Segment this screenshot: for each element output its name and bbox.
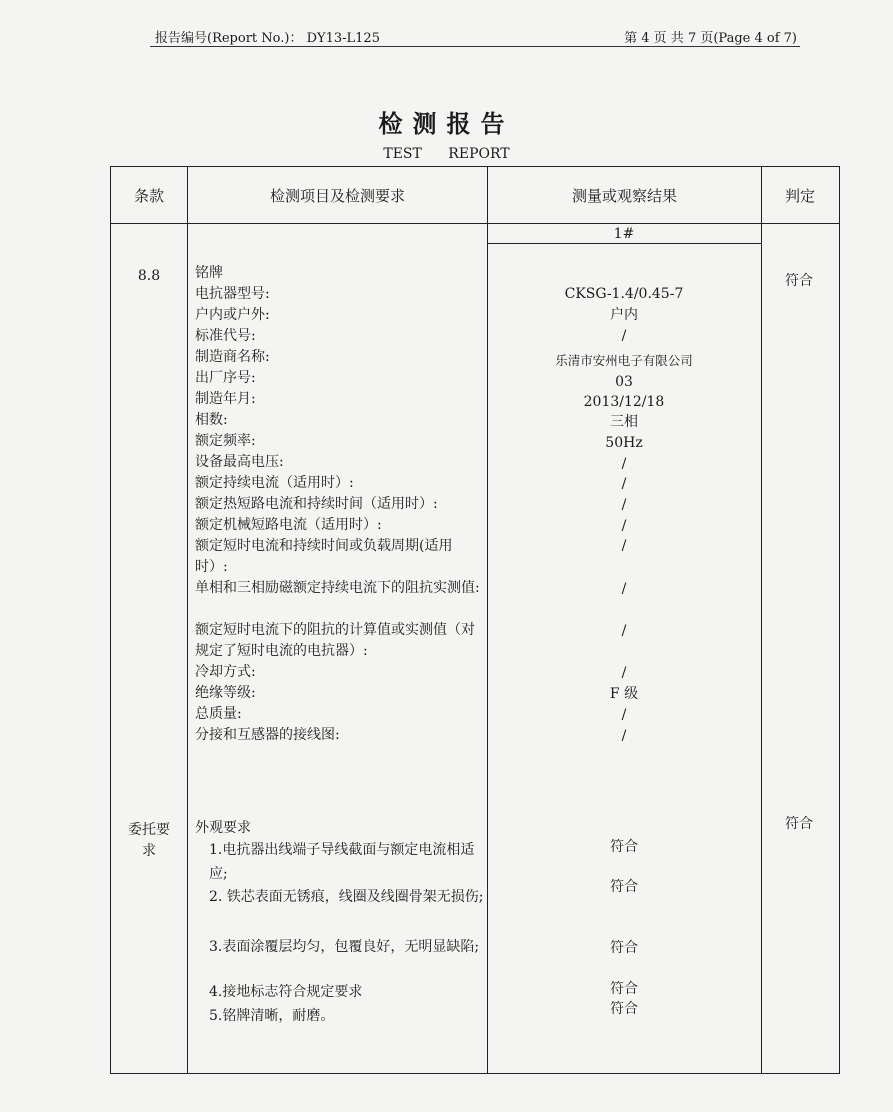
clause-number: 8.8 <box>137 268 161 284</box>
list-item: 制造年月: <box>195 391 256 407</box>
list-item-result: / <box>621 707 627 723</box>
clause-requirement-line: 求 <box>142 842 156 859</box>
list-item-result: 符合 <box>610 879 638 895</box>
list-item: 额定频率: <box>195 433 256 449</box>
report-title-en: TEST REPORT <box>383 146 510 162</box>
section-title: 铭牌 <box>195 265 223 281</box>
list-item-result: / <box>621 581 627 597</box>
list-item-result: 户内 <box>610 307 638 323</box>
list-item: 2. 铁芯表面无锈痕，线圈及线圈骨架无损伤; <box>209 889 484 905</box>
list-item-result: / <box>621 728 627 744</box>
list-item: 额定热短路电流和持续时间（适用时）: <box>195 496 438 512</box>
section-title: 外观要求 <box>195 820 251 836</box>
clause-requirement <box>111 820 187 861</box>
list-item-result: 2013/12/18 <box>583 394 665 410</box>
list-item-result: / <box>621 476 627 492</box>
report-number: 报告编号(Report No.)： DY13-L125 <box>155 31 380 46</box>
list-item-result: / <box>621 538 627 554</box>
list-item-result: 符合 <box>610 1001 638 1017</box>
column-divider <box>187 167 188 1073</box>
page-header <box>150 24 800 47</box>
list-item: 绝缘等级: <box>195 685 256 701</box>
header-result: 测量或观察结果 <box>571 186 677 205</box>
test-table <box>110 166 840 1074</box>
list-item-result: / <box>621 518 627 534</box>
list-item-result: 50Hz <box>605 435 643 451</box>
list-item: 额定短时电流下的阻抗的计算值或实测值（对规定了短时电流的电抗器）: <box>195 622 475 659</box>
list-item: 设备最高电压: <box>195 454 284 470</box>
column-divider <box>761 167 762 1073</box>
list-item-result: 03 <box>615 374 633 390</box>
header-verdict: 判定 <box>784 186 815 205</box>
list-item: 总质量: <box>195 706 242 722</box>
list-item-result: / <box>621 328 627 344</box>
list-item-result: / <box>621 456 627 472</box>
list-item: 制造商名称: <box>195 349 270 365</box>
list-item: 电抗器型号: <box>195 286 270 302</box>
list-item-result: 三相 <box>610 414 638 430</box>
header-clause: 条款 <box>133 186 164 205</box>
verdict: 符合 <box>785 273 813 289</box>
list-item-result: 乐清市安州电子有限公司 <box>555 353 693 368</box>
list-item: 额定短时电流和持续时间或负载周期(适用时）: <box>195 538 453 575</box>
list-item-result: CKSG-1.4/0.45-7 <box>564 286 684 302</box>
list-item: 5.铭牌清晰，耐磨。 <box>209 1008 335 1024</box>
list-item: 1.电抗器出线端子导线截面与额定电流相适应; <box>209 842 475 882</box>
list-item: 冷却方式: <box>195 664 256 680</box>
page-number: 第 4 页 共 7 页(Page 4 of 7) <box>624 31 797 46</box>
list-item: 4.接地标志符合规定要求 <box>209 984 363 1000</box>
list-item: 额定持续电流（适用时）: <box>195 475 354 491</box>
list-item-result: / <box>621 623 627 639</box>
list-item: 分接和互感器的接线图: <box>195 727 340 743</box>
list-item: 标准代号: <box>195 328 256 344</box>
verdict: 符合 <box>785 816 813 832</box>
list-item: 单相和三相励磁额定持续电流下的阻抗实测值: <box>195 580 480 596</box>
list-item: 3.表面涂覆层均匀，包覆良好，无明显缺陷; <box>209 939 480 955</box>
list-item: 出厂序号: <box>195 370 256 386</box>
list-item-result: / <box>621 665 627 681</box>
list-item-result: 符合 <box>610 940 638 956</box>
header-test-item: 检测项目及检测要求 <box>269 186 405 205</box>
list-item: 户内或户外: <box>195 307 270 323</box>
list-item-result: F 级 <box>609 686 639 702</box>
list-item-result: / <box>621 497 627 513</box>
list-item: 相数: <box>195 412 228 428</box>
sample-label: 1# <box>613 226 635 242</box>
list-item-result: 符合 <box>610 981 638 997</box>
list-item: 额定机械短路电流（适用时）: <box>195 517 382 533</box>
report-title: 检测报告 <box>378 109 515 138</box>
list-item-result: 符合 <box>610 839 638 855</box>
clause-requirement-line: 委托要 <box>128 822 170 838</box>
